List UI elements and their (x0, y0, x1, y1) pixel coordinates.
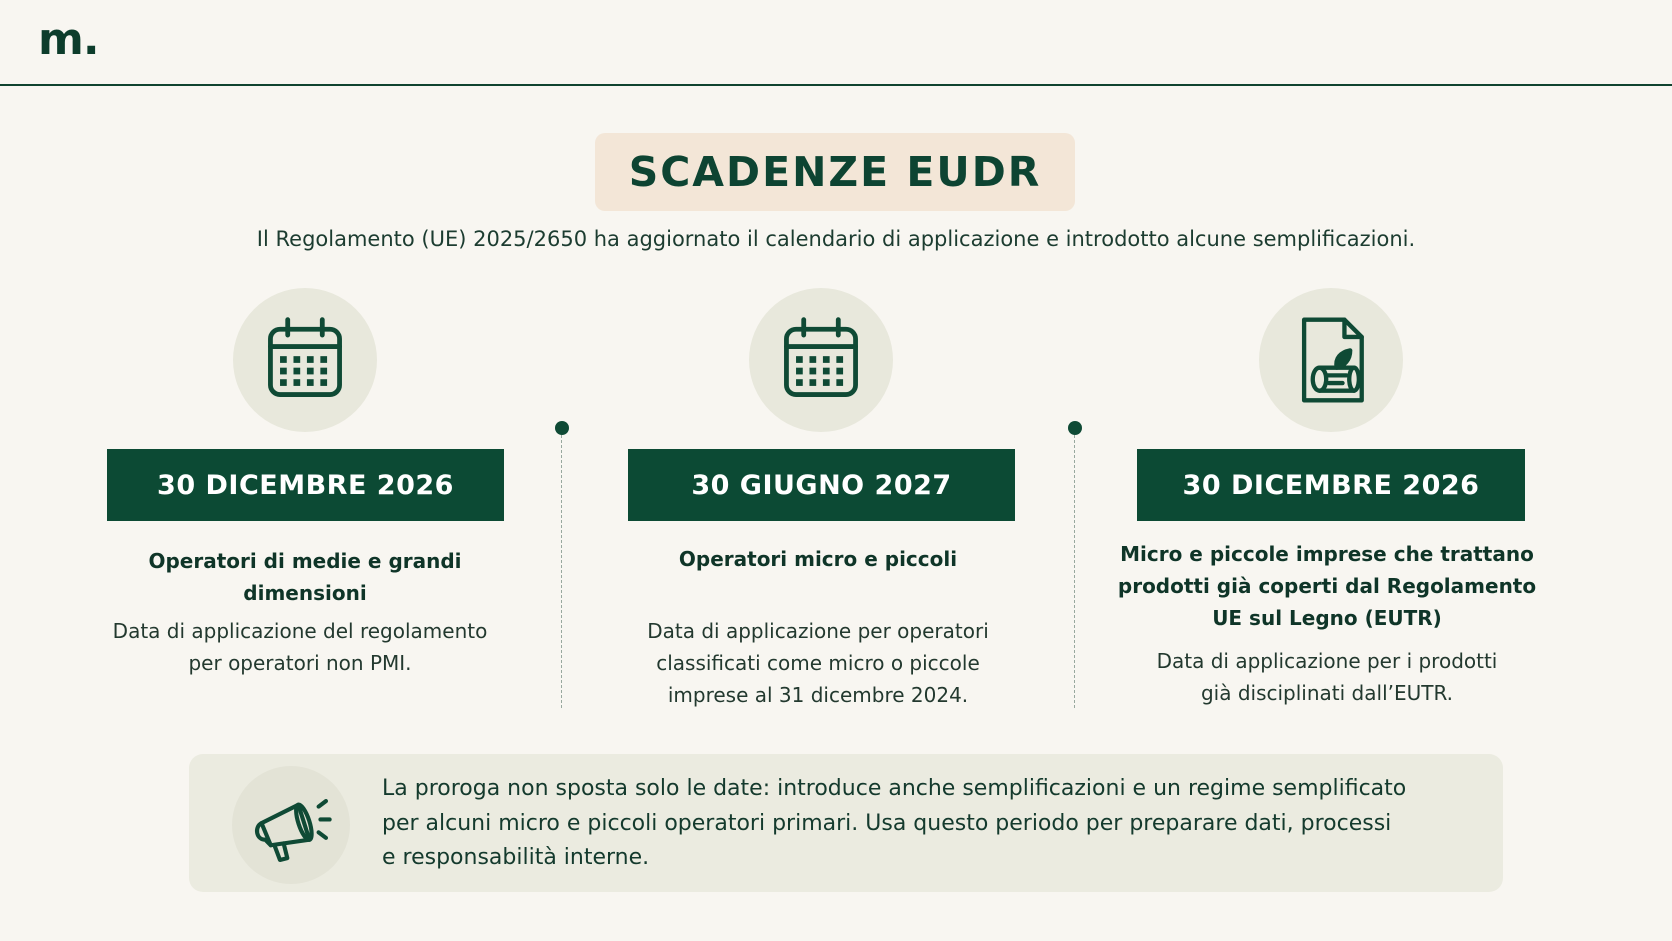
column-2-heading (606, 543, 1030, 575)
description-line: classificati come micro o piccole (656, 651, 980, 675)
megaphone-icon (245, 779, 337, 871)
note-line: per alcuni micro e piccoli operatori primari. Usa questo periodo per preparare dati, processi (382, 810, 1392, 836)
deadline-date: 30 GIUGNO 2027 (691, 469, 952, 501)
description-line: imprese al 31 dicembre 2024. (667, 683, 969, 707)
description-line: Data di applicazione per operatori (647, 619, 989, 643)
column-1-icon-circle (233, 288, 377, 432)
description-line: Data di applicazione del regolamento (112, 619, 488, 643)
deadline-date: 30 DICEMBRE 2026 (157, 469, 454, 501)
title-banner (595, 133, 1075, 211)
header-divider (0, 84, 1672, 86)
timeline-dot-1 (555, 421, 569, 435)
heading-line: UE sul Legno (EUTR) (1212, 606, 1442, 630)
date-banner-3 (1137, 449, 1525, 521)
timber-document-icon (1283, 312, 1379, 408)
column-3-heading (1109, 538, 1545, 634)
note-line: La proroga non sposta solo le date: introduce anche semplificazioni e un regime semplificato (382, 776, 1407, 801)
heading-line: prodotti già coperti dal Regolamento (1117, 574, 1537, 598)
date-banner-2 (628, 449, 1015, 521)
timeline-divider-2 (1074, 435, 1075, 708)
note-text (382, 772, 1422, 876)
deadline-date: 30 DICEMBRE 2026 (1182, 469, 1480, 501)
page-title: SCADENZE EUDR (628, 148, 1042, 196)
timeline-divider-1 (561, 435, 562, 708)
description-line: già disciplinati dall’EUTR. (1200, 681, 1454, 705)
calendar-icon (257, 312, 353, 408)
timeline-dot-2 (1068, 421, 1082, 435)
note-line: e responsabilità interne. (382, 845, 650, 870)
column-2-description (606, 615, 1030, 711)
calendar-icon (773, 312, 869, 408)
heading-text: Operatori di medie e grandi dimensioni (148, 549, 462, 605)
note-icon-circle (232, 766, 350, 884)
column-1-description (90, 615, 510, 679)
description-line: per operatori non PMI. (188, 651, 412, 675)
brand-logo[interactable]: m. (38, 14, 99, 65)
column-2-icon-circle (749, 288, 893, 432)
description-line: Data di applicazione per i prodotti (1156, 649, 1498, 673)
date-banner-1 (107, 449, 504, 521)
column-3-description (1109, 645, 1545, 709)
column-3-icon-circle (1259, 288, 1403, 432)
heading-text: Operatori micro e piccoli (678, 547, 958, 571)
page-subtitle: Il Regolamento (UE) 2025/2650 ha aggiornato il calendario di applicazione e introdotto alcune semplificazioni. (256, 227, 1416, 251)
heading-line: Micro e piccole imprese che trattano (1120, 542, 1534, 566)
column-1-heading (90, 545, 520, 609)
